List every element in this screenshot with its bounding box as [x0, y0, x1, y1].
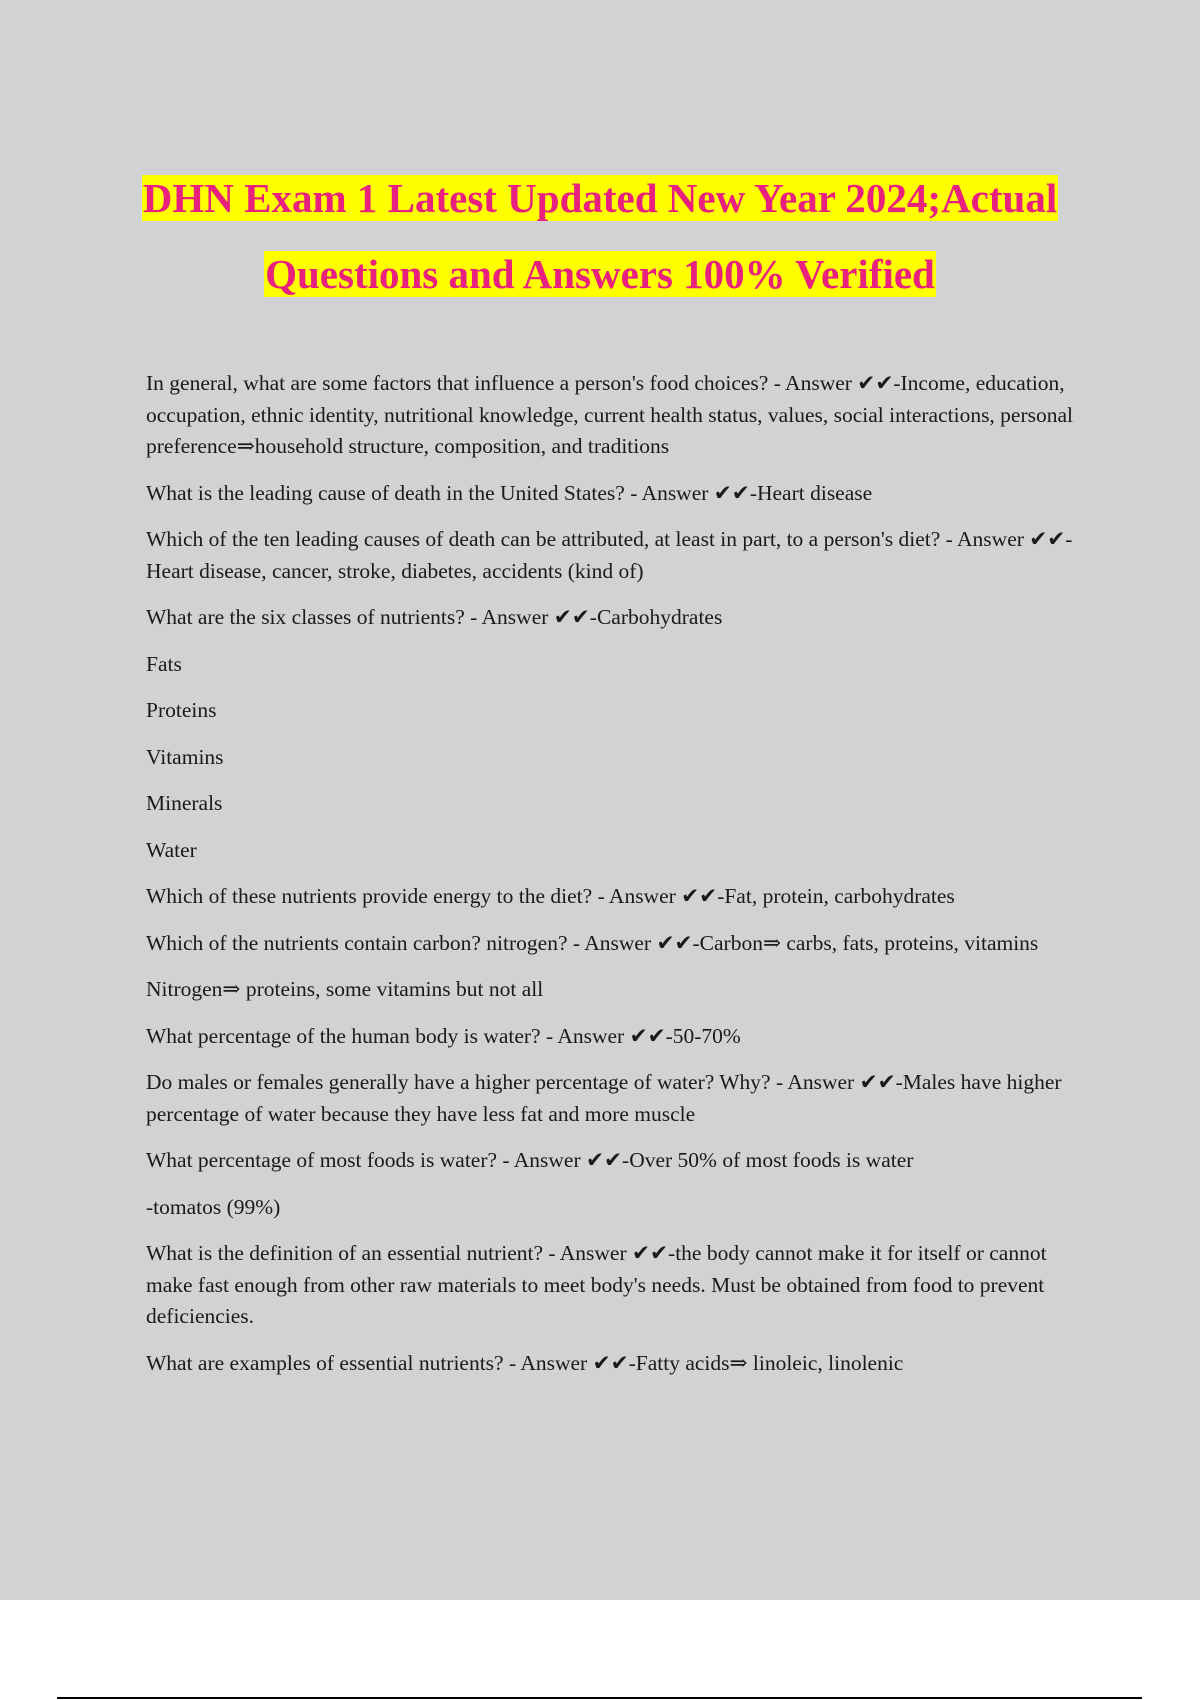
list-line: -tomatos (99%) — [146, 1194, 281, 1219]
list-line: Water — [146, 837, 197, 862]
list-line: Nitrogen⇒ proteins, some vitamins but not all — [146, 977, 544, 1001]
title-line-2: Questions and Answers 100% Verified — [265, 251, 935, 297]
qa-paragraph: What are examples of essential nutrients? - Answer ✔✔-Fatty acids⇒ linoleic, linolenic — [146, 1350, 904, 1375]
list-line: Proteins — [146, 698, 217, 722]
qa-paragraph: In general, what are some factors that influence a person's food choices? - Answer ✔✔-Income, education, occupation, ethnic identity, nutritional knowledge, current health status, values, social interactions, personal preference⇒household structure, composition, and traditions — [146, 371, 1074, 458]
document-body — [146, 368, 1096, 1394]
list-line: Vitamins — [146, 744, 224, 769]
qa-paragraph: What are the six classes of nutrients? - Answer ✔✔-Carbohydrates — [146, 605, 723, 629]
qa-paragraph: What percentage of most foods is water? - Answer ✔✔-Over 50% of most foods is water — [146, 1148, 914, 1172]
qa-paragraph: Which of these nutrients provide energy to the diet? - Answer ✔✔-Fat, protein, carbohydrates — [146, 884, 955, 908]
qa-paragraph: Which of the ten leading causes of death can be attributed, at least in part, to a person's diet? - Answer ✔✔-Heart disease, cancer, stroke, diabetes, accidents (kind of) — [146, 527, 1073, 583]
document-title — [100, 160, 1100, 312]
page-divider-line — [57, 1697, 1142, 1699]
list-line: Fats — [146, 651, 182, 676]
qa-paragraph: What percentage of the human body is water? - Answer ✔✔-50-70% — [146, 1023, 741, 1048]
title-line-1: DHN Exam 1 Latest Updated New Year 2024;Actual — [142, 175, 1058, 221]
qa-paragraph: Which of the nutrients contain carbon? nitrogen? - Answer ✔✔-Carbon⇒ carbs, fats, proteins, vitamins — [146, 930, 1039, 955]
qa-paragraph: Do males or females generally have a higher percentage of water? Why? - Answer ✔✔-Males have higher percentage of water because they have less fat and more muscle — [146, 1070, 1062, 1126]
list-line: Minerals — [146, 791, 223, 815]
qa-paragraph: What is the definition of an essential nutrient? - Answer ✔✔-the body cannot make it for itself or cannot make fast enough from other raw materials to meet body's needs. Must be obtained from food to prevent deficiencies. — [146, 1241, 1047, 1328]
qa-paragraph: What is the leading cause of death in the United States? - Answer ✔✔-Heart disease — [146, 480, 873, 505]
